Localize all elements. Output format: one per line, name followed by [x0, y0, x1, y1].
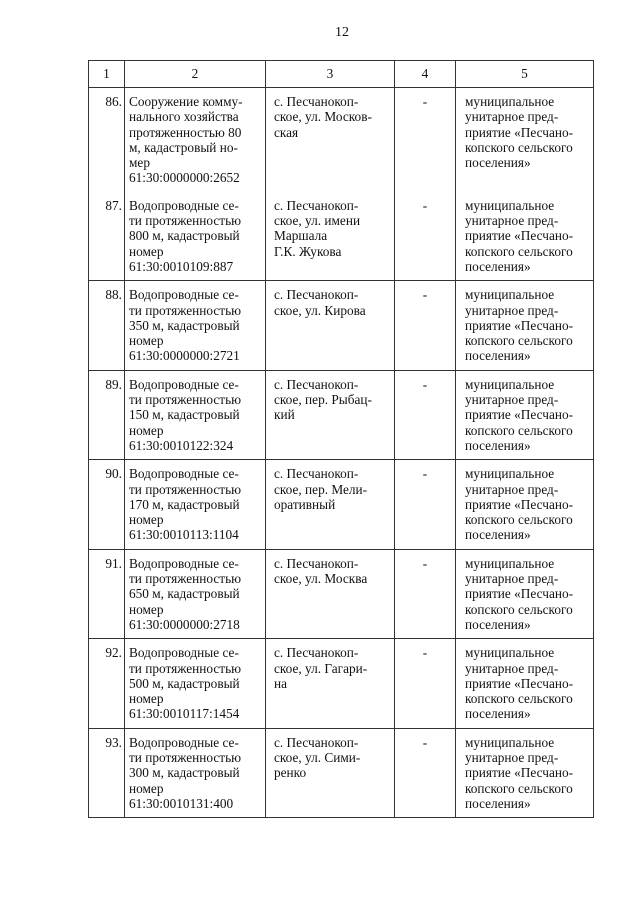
object-name-line: 61:30:0010122:324	[129, 437, 234, 453]
object-name-line: 170 м, кадастровый	[129, 496, 240, 512]
row-number: 91.	[89, 549, 125, 638]
owner-line: муниципальное	[465, 555, 555, 571]
owner-line: приятие «Песчано-	[465, 586, 574, 602]
table-row	[89, 88, 594, 192]
object-name-line: 650 м, кадастровый	[129, 586, 240, 602]
object-name-cell	[125, 549, 266, 638]
object-name-line: мер	[129, 155, 150, 171]
owner-line: приятие «Песчано-	[465, 496, 574, 512]
value-cell: -	[395, 88, 456, 192]
object-name-cell	[125, 460, 266, 549]
value-cell: -	[395, 192, 456, 281]
owner-line: копского сельского	[465, 243, 573, 259]
object-name-line: 800 м, кадастровый	[129, 228, 240, 244]
object-name-line: Водопроводные се-	[129, 645, 239, 661]
address-line: ское, ул. Москва	[274, 571, 368, 587]
owner-line: копского сельского	[465, 601, 573, 617]
owner-line: поселения»	[465, 348, 531, 364]
owner-line: копского сельского	[465, 512, 573, 528]
address-cell	[266, 281, 395, 370]
object-name-line: 61:30:0000000:2652	[129, 170, 240, 186]
address-line: с. Песчанокоп-	[274, 555, 359, 571]
owner-line: поселения»	[465, 437, 531, 453]
object-name-line: 350 м, кадастровый	[129, 317, 240, 333]
address-line: с. Песчанокоп-	[274, 94, 359, 109]
object-name-line: номер	[129, 243, 164, 259]
owner-cell	[456, 639, 594, 728]
owner-cell	[456, 370, 594, 459]
owner-line: муниципальное	[465, 645, 555, 661]
column-header-name: 2	[125, 61, 266, 88]
object-name-line: 61:30:0010117:1454	[129, 706, 240, 722]
owner-line: унитарное пред-	[465, 302, 559, 318]
owner-cell	[456, 728, 594, 817]
column-header-address: 3	[266, 61, 395, 88]
address-cell	[266, 728, 395, 817]
owner-line: унитарное пред-	[465, 392, 559, 408]
owner-line: приятие «Песчано-	[465, 765, 574, 781]
owner-line: приятие «Песчано-	[465, 317, 574, 333]
owner-line: поселения»	[465, 706, 531, 722]
address-line: ское, пер. Рыбац-	[274, 392, 372, 408]
object-name-line: номер	[129, 422, 164, 438]
owner-line: копского сельского	[465, 139, 573, 155]
row-number: 90.	[89, 460, 125, 549]
owner-line: унитарное пред-	[465, 571, 559, 587]
address-line: ское, ул. Гагари-	[274, 660, 368, 676]
object-name-cell	[125, 88, 266, 192]
address-cell	[266, 460, 395, 549]
owner-line: приятие «Песчано-	[465, 228, 574, 244]
object-name-line: Водопроводные се-	[129, 734, 239, 750]
table-row	[89, 460, 594, 549]
property-registry-table	[88, 60, 594, 818]
object-name-line: ти протяженностью	[129, 213, 242, 229]
object-name-line: Водопроводные се-	[129, 197, 239, 213]
address-line: с. Песчанокоп-	[274, 734, 359, 750]
object-name-line: 500 м, кадастровый	[129, 675, 240, 691]
column-header-owner: 5	[456, 61, 594, 88]
object-name-line: Сооружение комму-	[129, 94, 243, 109]
object-name-line: 61:30:0010109:887	[129, 258, 234, 274]
table-row	[89, 281, 594, 370]
address-cell	[266, 639, 395, 728]
owner-cell	[456, 460, 594, 549]
object-name-line: ти протяженностью	[129, 392, 242, 408]
object-name-line: номер	[129, 780, 164, 796]
object-name-line: 61:30:0000000:2721	[129, 348, 240, 364]
value-cell: -	[395, 460, 456, 549]
owner-cell	[456, 549, 594, 638]
column-header-value: 4	[395, 61, 456, 88]
owner-line: поселения»	[465, 616, 531, 632]
object-name-cell	[125, 192, 266, 281]
table-row	[89, 370, 594, 459]
object-name-line: нального хозяйства	[129, 109, 239, 125]
address-cell	[266, 88, 395, 192]
owner-line: поселения»	[465, 795, 531, 811]
address-line: Г.К. Жукова	[274, 243, 342, 259]
owner-line: унитарное пред-	[465, 660, 559, 676]
object-name-line: ти протяженностью	[129, 749, 242, 765]
value-cell: -	[395, 370, 456, 459]
object-name-cell	[125, 639, 266, 728]
object-name-line: ти протяженностью	[129, 571, 242, 587]
owner-line: муниципальное	[465, 94, 555, 109]
owner-line: муниципальное	[465, 287, 555, 303]
row-number: 86.	[89, 88, 125, 192]
value-cell: -	[395, 549, 456, 638]
object-name-cell	[125, 728, 266, 817]
owner-cell	[456, 88, 594, 192]
object-name-line: номер	[129, 333, 164, 349]
row-number: 87.	[89, 192, 125, 281]
address-line: ское, пер. Мели-	[274, 481, 368, 497]
column-header-number: 1	[89, 61, 125, 88]
address-line: кий	[274, 407, 295, 423]
row-number: 89.	[89, 370, 125, 459]
object-name-line: номер	[129, 512, 164, 528]
owner-line: поселения»	[465, 258, 531, 274]
owner-line: унитарное пред-	[465, 109, 559, 125]
object-name-line: номер	[129, 691, 164, 707]
owner-cell	[456, 192, 594, 281]
table-body	[89, 88, 594, 818]
address-line: на	[274, 675, 288, 691]
object-name-line: м, кадастровый но-	[129, 139, 238, 155]
owner-line: унитарное пред-	[465, 481, 559, 497]
address-line: с. Песчанокоп-	[274, 197, 359, 213]
address-line: ское, ул. Москов-	[274, 109, 372, 125]
address-line: с. Песчанокоп-	[274, 287, 359, 303]
address-line: с. Песчанокоп-	[274, 376, 359, 392]
owner-line: приятие «Песчано-	[465, 124, 574, 140]
address-line: с. Песчанокоп-	[274, 645, 359, 661]
row-number: 88.	[89, 281, 125, 370]
row-number: 92.	[89, 639, 125, 728]
address-line: Маршала	[274, 228, 328, 244]
owner-line: поселения»	[465, 155, 531, 171]
object-name-line: ти протяженностью	[129, 481, 242, 497]
object-name-line: ти протяженностью	[129, 660, 242, 676]
address-line: ское, ул. имени	[274, 213, 361, 229]
owner-line: копского сельского	[465, 691, 573, 707]
owner-line: муниципальное	[465, 197, 555, 213]
page-number: 12	[335, 25, 349, 40]
owner-line: унитарное пред-	[465, 213, 559, 229]
address-line: оративный	[274, 496, 336, 512]
address-line: ская	[274, 124, 299, 140]
owner-line: муниципальное	[465, 734, 555, 750]
object-name-line: 300 м, кадастровый	[129, 765, 240, 781]
address-line: с. Песчанокоп-	[274, 466, 359, 482]
object-name-line: Водопроводные се-	[129, 287, 239, 303]
header-row	[89, 61, 594, 88]
owner-line: приятие «Песчано-	[465, 407, 574, 423]
object-name-line: номер	[129, 601, 164, 617]
owner-line: унитарное пред-	[465, 749, 559, 765]
address-line: ренко	[274, 765, 307, 781]
row-number: 93.	[89, 728, 125, 817]
value-cell: -	[395, 281, 456, 370]
table-row	[89, 639, 594, 728]
table-row	[89, 728, 594, 817]
owner-line: поселения»	[465, 527, 531, 543]
owner-line: копского сельского	[465, 422, 573, 438]
object-name-line: протяженностью 80	[129, 124, 242, 140]
table-row	[89, 192, 594, 281]
object-name-cell	[125, 281, 266, 370]
owner-line: муниципальное	[465, 466, 555, 482]
address-line: ское, ул. Кирова	[274, 302, 366, 318]
owner-line: муниципальное	[465, 376, 555, 392]
table-row	[89, 549, 594, 638]
owner-line: копского сельского	[465, 780, 573, 796]
object-name-line: Водопроводные се-	[129, 555, 239, 571]
address-cell	[266, 192, 395, 281]
value-cell: -	[395, 639, 456, 728]
object-name-line: 61:30:0010131:400	[129, 795, 234, 811]
object-name-line: Водопроводные се-	[129, 376, 239, 392]
address-line: ское, ул. Сими-	[274, 749, 361, 765]
object-name-line: 61:30:0000000:2718	[129, 616, 240, 632]
owner-line: копского сельского	[465, 333, 573, 349]
owner-line: приятие «Песчано-	[465, 675, 574, 691]
object-name-line: ти протяженностью	[129, 302, 242, 318]
table-header	[89, 61, 594, 88]
value-cell: -	[395, 728, 456, 817]
object-name-cell	[125, 370, 266, 459]
object-name-line: Водопроводные се-	[129, 466, 239, 482]
address-cell	[266, 370, 395, 459]
address-cell	[266, 549, 395, 638]
owner-cell	[456, 281, 594, 370]
object-name-line: 61:30:0010113:1104	[129, 527, 239, 543]
object-name-line: 150 м, кадастровый	[129, 407, 240, 423]
